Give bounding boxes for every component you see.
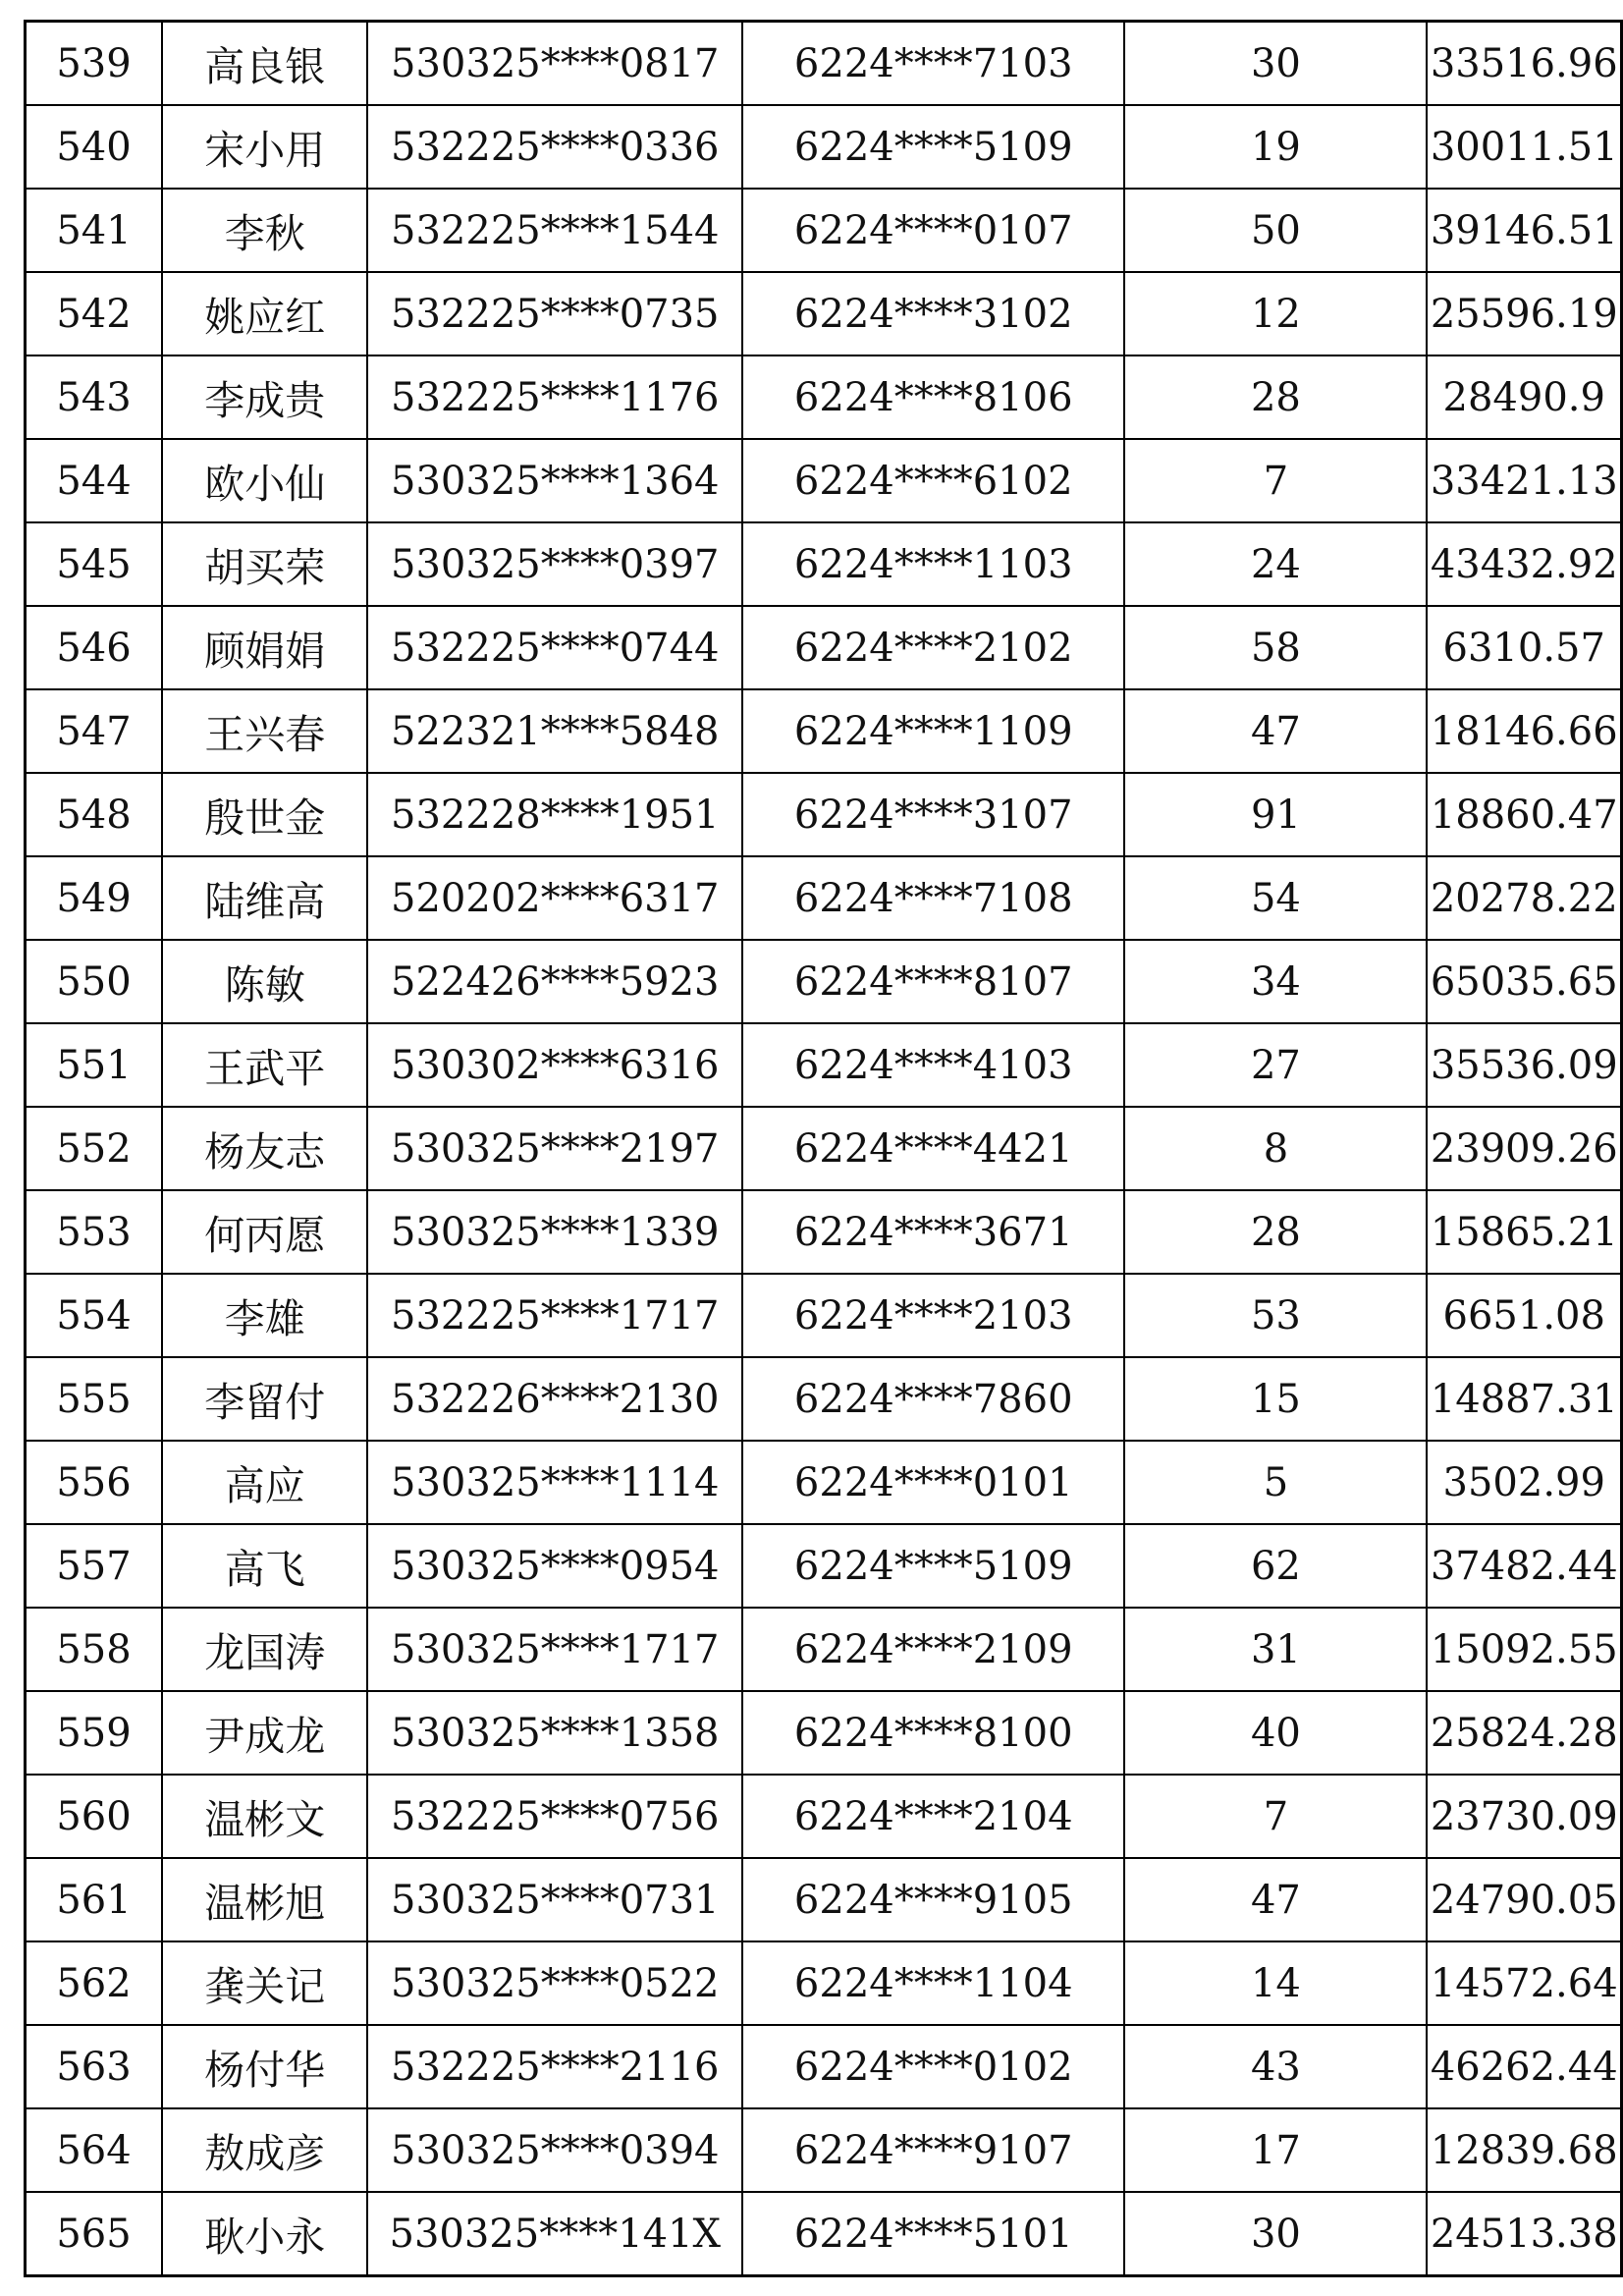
cell-row-number: 539 <box>26 22 163 106</box>
records-table <box>24 20 1623 2277</box>
cell-name: 王兴春 <box>162 689 367 773</box>
table-row <box>26 1107 1622 1190</box>
cell-bank-card: 6224****5109 <box>742 1524 1124 1608</box>
cell-count: 28 <box>1124 355 1427 439</box>
cell-row-number: 549 <box>26 856 163 940</box>
cell-count: 31 <box>1124 1608 1427 1691</box>
cell-name: 高应 <box>162 1441 367 1524</box>
table-row <box>26 1023 1622 1107</box>
cell-id-number: 530325****2197 <box>367 1107 742 1190</box>
cell-id-number: 532225****0735 <box>367 272 742 355</box>
cell-id-number: 530325****0731 <box>367 1858 742 1941</box>
cell-name: 陆维高 <box>162 856 367 940</box>
cell-count: 54 <box>1124 856 1427 940</box>
cell-amount: 12839.68 <box>1427 2108 1621 2192</box>
cell-amount: 3502.99 <box>1427 1441 1621 1524</box>
cell-amount: 18146.66 <box>1427 689 1621 773</box>
cell-bank-card: 6224****9107 <box>742 2108 1124 2192</box>
cell-id-number: 532225****1717 <box>367 1274 742 1357</box>
cell-row-number: 561 <box>26 1858 163 1941</box>
cell-name: 敖成彦 <box>162 2108 367 2192</box>
cell-name: 殷世金 <box>162 773 367 856</box>
cell-id-number: 522426****5923 <box>367 940 742 1023</box>
cell-count: 14 <box>1124 1941 1427 2025</box>
cell-bank-card: 6224****7108 <box>742 856 1124 940</box>
cell-bank-card: 6224****1109 <box>742 689 1124 773</box>
cell-row-number: 548 <box>26 773 163 856</box>
cell-amount: 46262.44 <box>1427 2025 1621 2108</box>
table-row <box>26 1441 1622 1524</box>
cell-row-number: 543 <box>26 355 163 439</box>
table-row <box>26 773 1622 856</box>
cell-row-number: 552 <box>26 1107 163 1190</box>
cell-row-number: 565 <box>26 2192 163 2276</box>
cell-bank-card: 6224****2104 <box>742 1775 1124 1858</box>
cell-amount: 14572.64 <box>1427 1941 1621 2025</box>
cell-bank-card: 6224****2109 <box>742 1608 1124 1691</box>
cell-id-number: 532225****0756 <box>367 1775 742 1858</box>
cell-count: 58 <box>1124 606 1427 689</box>
cell-row-number: 558 <box>26 1608 163 1691</box>
cell-count: 27 <box>1124 1023 1427 1107</box>
cell-count: 30 <box>1124 22 1427 106</box>
cell-id-number: 530325****1339 <box>367 1190 742 1274</box>
table-row <box>26 439 1622 522</box>
cell-name: 温彬文 <box>162 1775 367 1858</box>
cell-name: 高良银 <box>162 22 367 106</box>
cell-count: 50 <box>1124 189 1427 272</box>
cell-count: 8 <box>1124 1107 1427 1190</box>
cell-count: 91 <box>1124 773 1427 856</box>
cell-row-number: 545 <box>26 522 163 606</box>
cell-count: 24 <box>1124 522 1427 606</box>
table-row <box>26 1274 1622 1357</box>
table-row <box>26 606 1622 689</box>
cell-name: 顾娟娟 <box>162 606 367 689</box>
cell-count: 43 <box>1124 2025 1427 2108</box>
cell-amount: 37482.44 <box>1427 1524 1621 1608</box>
cell-name: 尹成龙 <box>162 1691 367 1775</box>
cell-name: 高飞 <box>162 1524 367 1608</box>
table-row <box>26 1190 1622 1274</box>
cell-count: 62 <box>1124 1524 1427 1608</box>
cell-name: 温彬旭 <box>162 1858 367 1941</box>
cell-bank-card: 6224****9105 <box>742 1858 1124 1941</box>
cell-amount: 24513.38 <box>1427 2192 1621 2276</box>
cell-id-number: 530325****0394 <box>367 2108 742 2192</box>
table-row <box>26 105 1622 189</box>
cell-id-number: 530325****0397 <box>367 522 742 606</box>
cell-id-number: 530325****0522 <box>367 1941 742 2025</box>
table-row <box>26 522 1622 606</box>
table-row <box>26 1941 1622 2025</box>
cell-bank-card: 6224****3102 <box>742 272 1124 355</box>
cell-row-number: 554 <box>26 1274 163 1357</box>
cell-bank-card: 6224****8107 <box>742 940 1124 1023</box>
cell-bank-card: 6224****5101 <box>742 2192 1124 2276</box>
cell-count: 40 <box>1124 1691 1427 1775</box>
cell-name: 姚应红 <box>162 272 367 355</box>
cell-count: 7 <box>1124 1775 1427 1858</box>
cell-name: 陈敏 <box>162 940 367 1023</box>
cell-id-number: 532225****2116 <box>367 2025 742 2108</box>
cell-amount: 6310.57 <box>1427 606 1621 689</box>
cell-bank-card: 6224****4103 <box>742 1023 1124 1107</box>
cell-id-number: 532228****1951 <box>367 773 742 856</box>
cell-count: 17 <box>1124 2108 1427 2192</box>
cell-id-number: 532225****0744 <box>367 606 742 689</box>
table-row <box>26 189 1622 272</box>
cell-amount: 35536.09 <box>1427 1023 1621 1107</box>
table-row <box>26 1524 1622 1608</box>
cell-count: 12 <box>1124 272 1427 355</box>
cell-amount: 14887.31 <box>1427 1357 1621 1441</box>
cell-name: 李成贵 <box>162 355 367 439</box>
cell-amount: 23730.09 <box>1427 1775 1621 1858</box>
cell-id-number: 530325****0817 <box>367 22 742 106</box>
cell-count: 7 <box>1124 439 1427 522</box>
cell-id-number: 530325****1358 <box>367 1691 742 1775</box>
table-row <box>26 272 1622 355</box>
cell-row-number: 559 <box>26 1691 163 1775</box>
cell-name: 龚关记 <box>162 1941 367 2025</box>
cell-row-number: 553 <box>26 1190 163 1274</box>
cell-row-number: 562 <box>26 1941 163 2025</box>
cell-bank-card: 6224****0107 <box>742 189 1124 272</box>
cell-amount: 33516.96 <box>1427 22 1621 106</box>
cell-bank-card: 6224****0101 <box>742 1441 1124 1524</box>
cell-bank-card: 6224****2103 <box>742 1274 1124 1357</box>
cell-amount: 23909.26 <box>1427 1107 1621 1190</box>
cell-row-number: 551 <box>26 1023 163 1107</box>
table-row <box>26 355 1622 439</box>
cell-bank-card: 6224****1103 <box>742 522 1124 606</box>
table-row <box>26 2192 1622 2276</box>
cell-id-number: 532225****0336 <box>367 105 742 189</box>
cell-name: 杨付华 <box>162 2025 367 2108</box>
cell-row-number: 547 <box>26 689 163 773</box>
cell-name: 龙国涛 <box>162 1608 367 1691</box>
cell-name: 王武平 <box>162 1023 367 1107</box>
cell-id-number: 530325****1717 <box>367 1608 742 1691</box>
table-row <box>26 940 1622 1023</box>
cell-count: 30 <box>1124 2192 1427 2276</box>
cell-bank-card: 6224****8106 <box>742 355 1124 439</box>
cell-name: 宋小用 <box>162 105 367 189</box>
table-row <box>26 1775 1622 1858</box>
cell-amount: 33421.13 <box>1427 439 1621 522</box>
cell-amount: 28490.9 <box>1427 355 1621 439</box>
cell-amount: 15865.21 <box>1427 1190 1621 1274</box>
cell-name: 李雄 <box>162 1274 367 1357</box>
cell-amount: 15092.55 <box>1427 1608 1621 1691</box>
cell-row-number: 563 <box>26 2025 163 2108</box>
cell-count: 34 <box>1124 940 1427 1023</box>
table-row <box>26 22 1622 106</box>
cell-name: 胡买荣 <box>162 522 367 606</box>
cell-row-number: 564 <box>26 2108 163 2192</box>
table-row <box>26 2025 1622 2108</box>
cell-bank-card: 6224****8100 <box>742 1691 1124 1775</box>
cell-amount: 65035.65 <box>1427 940 1621 1023</box>
cell-row-number: 550 <box>26 940 163 1023</box>
cell-name: 耿小永 <box>162 2192 367 2276</box>
cell-id-number: 530325****1114 <box>367 1441 742 1524</box>
cell-name: 何丙愿 <box>162 1190 367 1274</box>
cell-bank-card: 6224****1104 <box>742 1941 1124 2025</box>
cell-amount: 25824.28 <box>1427 1691 1621 1775</box>
cell-name: 李秋 <box>162 189 367 272</box>
cell-bank-card: 6224****4421 <box>742 1107 1124 1190</box>
cell-amount: 39146.51 <box>1427 189 1621 272</box>
cell-id-number: 520202****6317 <box>367 856 742 940</box>
cell-name: 杨友志 <box>162 1107 367 1190</box>
cell-amount: 24790.05 <box>1427 1858 1621 1941</box>
cell-amount: 18860.47 <box>1427 773 1621 856</box>
table-row <box>26 2108 1622 2192</box>
cell-bank-card: 6224****7860 <box>742 1357 1124 1441</box>
cell-count: 47 <box>1124 689 1427 773</box>
cell-id-number: 532225****1544 <box>367 189 742 272</box>
cell-bank-card: 6224****3671 <box>742 1190 1124 1274</box>
cell-count: 53 <box>1124 1274 1427 1357</box>
cell-row-number: 556 <box>26 1441 163 1524</box>
cell-row-number: 560 <box>26 1775 163 1858</box>
cell-count: 15 <box>1124 1357 1427 1441</box>
cell-bank-card: 6224****2102 <box>742 606 1124 689</box>
cell-id-number: 532225****1176 <box>367 355 742 439</box>
table-row <box>26 1858 1622 1941</box>
cell-bank-card: 6224****3107 <box>742 773 1124 856</box>
cell-count: 28 <box>1124 1190 1427 1274</box>
table-row <box>26 856 1622 940</box>
table-row <box>26 1608 1622 1691</box>
cell-id-number: 530325****1364 <box>367 439 742 522</box>
cell-count: 19 <box>1124 105 1427 189</box>
cell-row-number: 541 <box>26 189 163 272</box>
cell-amount: 25596.19 <box>1427 272 1621 355</box>
cell-id-number: 532226****2130 <box>367 1357 742 1441</box>
cell-id-number: 530302****6316 <box>367 1023 742 1107</box>
cell-count: 47 <box>1124 1858 1427 1941</box>
cell-name: 欧小仙 <box>162 439 367 522</box>
cell-amount: 6651.08 <box>1427 1274 1621 1357</box>
table-row <box>26 1357 1622 1441</box>
cell-row-number: 546 <box>26 606 163 689</box>
cell-row-number: 542 <box>26 272 163 355</box>
cell-bank-card: 6224****6102 <box>742 439 1124 522</box>
table-row <box>26 689 1622 773</box>
cell-bank-card: 6224****5109 <box>742 105 1124 189</box>
cell-amount: 20278.22 <box>1427 856 1621 940</box>
cell-row-number: 540 <box>26 105 163 189</box>
cell-amount: 30011.51 <box>1427 105 1621 189</box>
cell-bank-card: 6224****0102 <box>742 2025 1124 2108</box>
cell-bank-card: 6224****7103 <box>742 22 1124 106</box>
cell-name: 李留付 <box>162 1357 367 1441</box>
cell-row-number: 557 <box>26 1524 163 1608</box>
records-table-body <box>26 22 1622 2276</box>
cell-id-number: 530325****141X <box>367 2192 742 2276</box>
cell-count: 5 <box>1124 1441 1427 1524</box>
cell-id-number: 530325****0954 <box>367 1524 742 1608</box>
cell-id-number: 522321****5848 <box>367 689 742 773</box>
cell-row-number: 544 <box>26 439 163 522</box>
table-row <box>26 1691 1622 1775</box>
cell-row-number: 555 <box>26 1357 163 1441</box>
cell-amount: 43432.92 <box>1427 522 1621 606</box>
